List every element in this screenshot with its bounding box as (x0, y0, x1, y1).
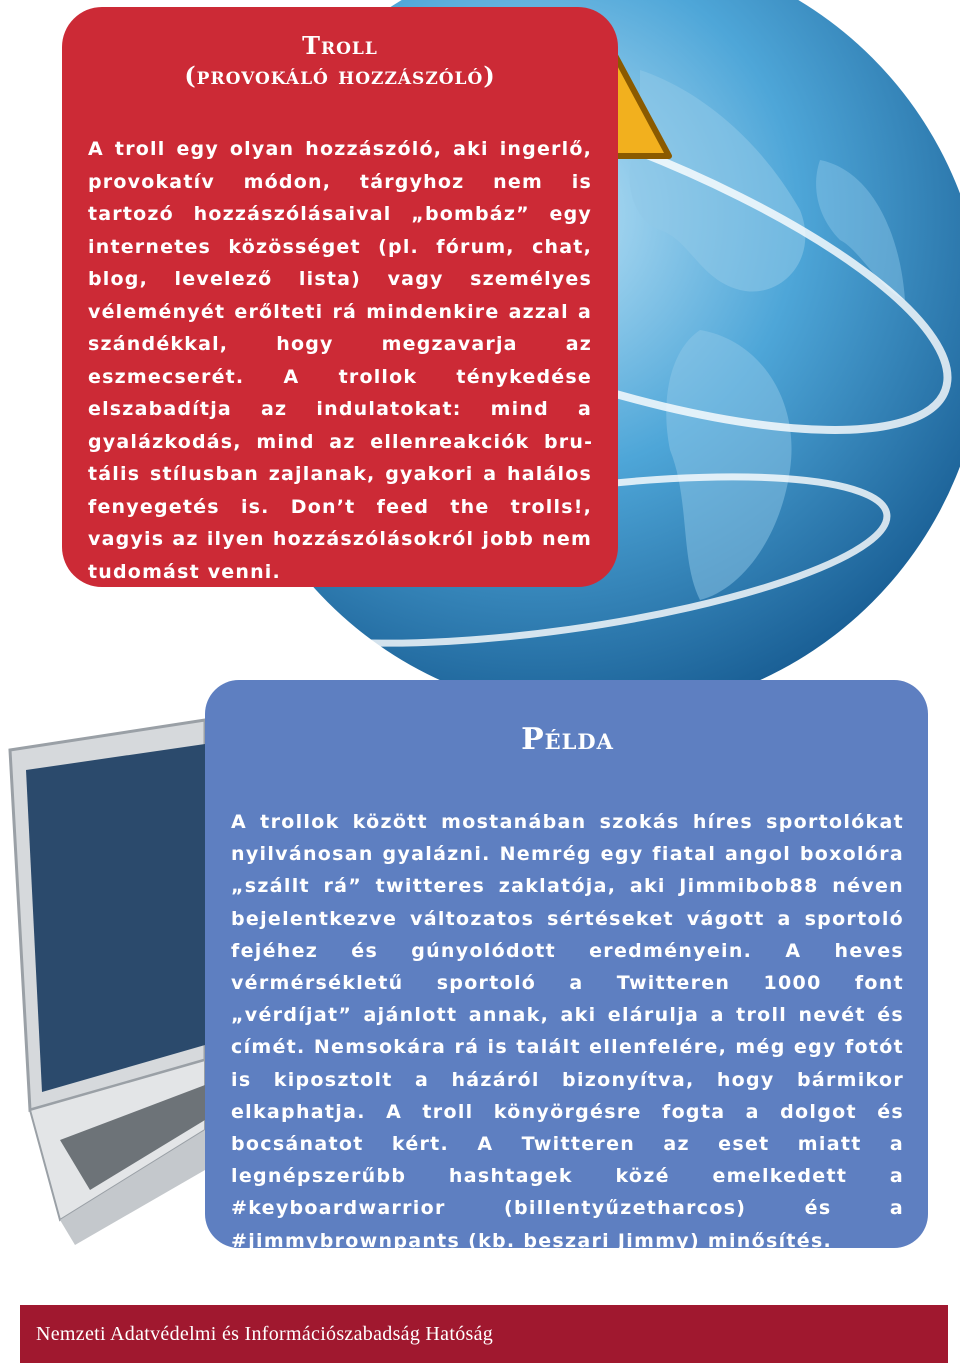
footer-bar (20, 1305, 948, 1363)
troll-title-line2: (provokáló hozzászóló) (184, 61, 496, 90)
troll-description: A troll egy olyan hozzászóló, aki ingerlő, provokatív módon, tárgyhoz nem is tartozó hozzászólásaival „bombáz” egy internetes közösséget (pl. fórum, chat, blog, levelező lista) vagy személyes véleményét erőlteti rá mindenkire azzal a szándékkal, hogy megzavarja az eszmecserét. A trollok ténykedése elszabadítja az indulatokat: mind a gyalázkodás, mind az ellenreakciók brutális stílusban zajlanak, gyakori a halálos fenyegetés is. Don’t feed the trolls!, vagyis az ilyen hozzászólásokról jobb nem tudomást venni. (88, 138, 592, 583)
troll-definition-box (62, 7, 618, 587)
example-title: Példa (521, 722, 614, 757)
troll-title-line1: Troll (302, 31, 378, 60)
example-box (205, 680, 928, 1252)
footer-organization: Nemzeti Adatvédelmi és Információszabadság Hatóság (36, 1322, 494, 1345)
example-description: A trollok között mostanában szokás híres sportolókat nyilvánosan gyalázni. Nemrég egy fiatal angol boxolóra „szállt rá” twitteres zaklatója, aki Jimmibob88 néven bejelentkezve változatos sértéseket vágott a sportoló fejéhez és gúnyolódott eredményein. A heves vérmérsékletű sportoló a Twitteren 1000 font „vérdíjat” ajánlott annak, aki elárulja a troll nevét és címét. Nemsokára rá is talált ellenfelére, még egy fotót is kiposztolt a házáról bizonyítva, hogy bármikor elkaphatja. A troll könyörgésre fogta a dolgot és bocsánatot kért. A Twitteren az eset miatt a legnépszerűbb hashtagek közé emelkedett a #keyboardwarrior (billentyűzetharcos) és a #jimmybrownpants (kb. beszari Jimmy) minősítés. (231, 811, 904, 1252)
troll-title (118, 31, 562, 91)
